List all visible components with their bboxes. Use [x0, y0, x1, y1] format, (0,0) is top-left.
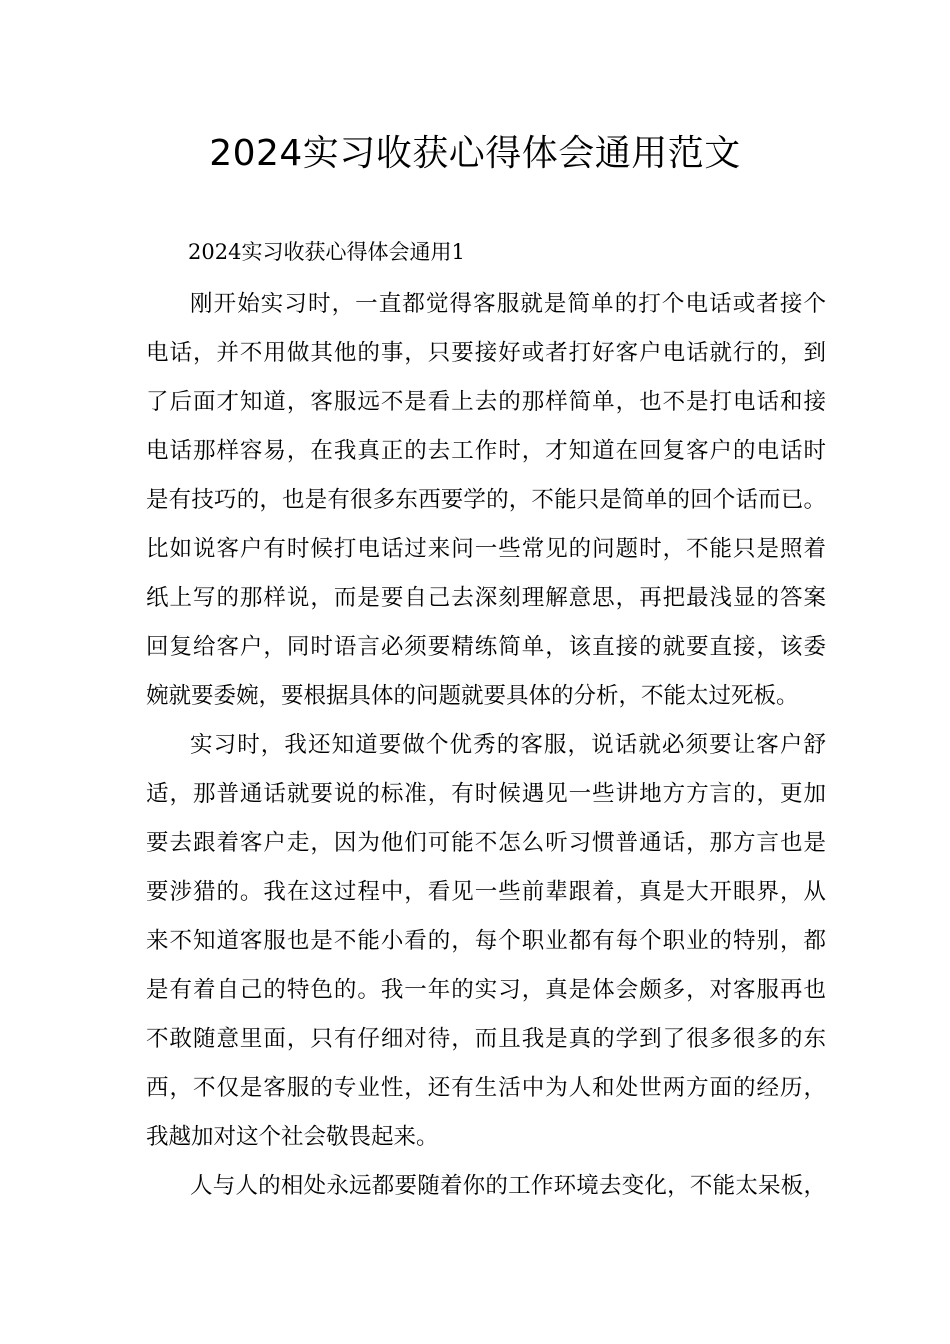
text-line: 回复给客户，同时语言必须要精练简单，该直接的就要直接，该委	[146, 634, 826, 660]
text-line: 婉就要委婉，要根据具体的问题就要具体的分析，不能太过死板。	[146, 683, 799, 709]
document-body	[146, 280, 826, 1211]
text-line: 人与人的相处永远都要随着你的工作环境去变化，不能太呆板，	[190, 1173, 826, 1199]
text-line: 要涉猎的。我在这过程中，看见一些前辈跟着，真是大开眼界，从	[146, 879, 826, 905]
text-line: 电话那样容易，在我真正的去工作时，才知道在回复客户的电话时	[146, 438, 826, 464]
text-line: 刚开始实习时，一直都觉得客服就是简单的打个电话或者接个	[190, 291, 826, 317]
text-line: 不敢随意里面，只有仔细对待，而且我是真的学到了很多很多的东	[146, 1026, 826, 1052]
text-line: 是有着自己的特色的。我一年的实习，真是体会颇多，对客服再也	[146, 977, 826, 1003]
text-line: 我越加对这个社会敬畏起来。	[146, 1124, 439, 1150]
text-line: 实习时，我还知道要做个优秀的客服，说话就必须要让客户舒	[190, 732, 826, 758]
paragraph-1	[146, 280, 826, 721]
text-line: 比如说客户有时候打电话过来问一些常见的问题时，不能只是照着	[146, 536, 826, 562]
text-line: 是有技巧的，也是有很多东西要学的，不能只是简单的回个话而已。	[146, 487, 826, 513]
text-line: 纸上写的那样说，而是要自己去深刻理解意思，再把最浅显的答案	[146, 585, 826, 611]
text-line: 要去跟着客户走，因为他们可能不怎么听习惯普通话，那方言也是	[146, 830, 826, 856]
text-line: 了后面才知道，客服远不是看上去的那样简单，也不是打电话和接	[146, 389, 826, 415]
section-subheading: 2024实习收获心得体会通用1	[188, 240, 465, 264]
paragraph-2	[146, 721, 826, 1162]
text-line: 电话，并不用做其他的事，只要接好或者打好客户电话就行的，到	[146, 340, 826, 366]
paragraph-3	[146, 1162, 826, 1211]
text-line: 适，那普通话就要说的标准，有时候遇见一些讲地方方言的，更加	[146, 781, 826, 807]
text-line: 西，不仅是客服的专业性，还有生活中为人和处世两方面的经历，	[146, 1075, 826, 1101]
text-line: 来不知道客服也是不能小看的，每个职业都有每个职业的特别，都	[146, 928, 826, 954]
document-title: 2024实习收获心得体会通用范文	[209, 133, 741, 174]
